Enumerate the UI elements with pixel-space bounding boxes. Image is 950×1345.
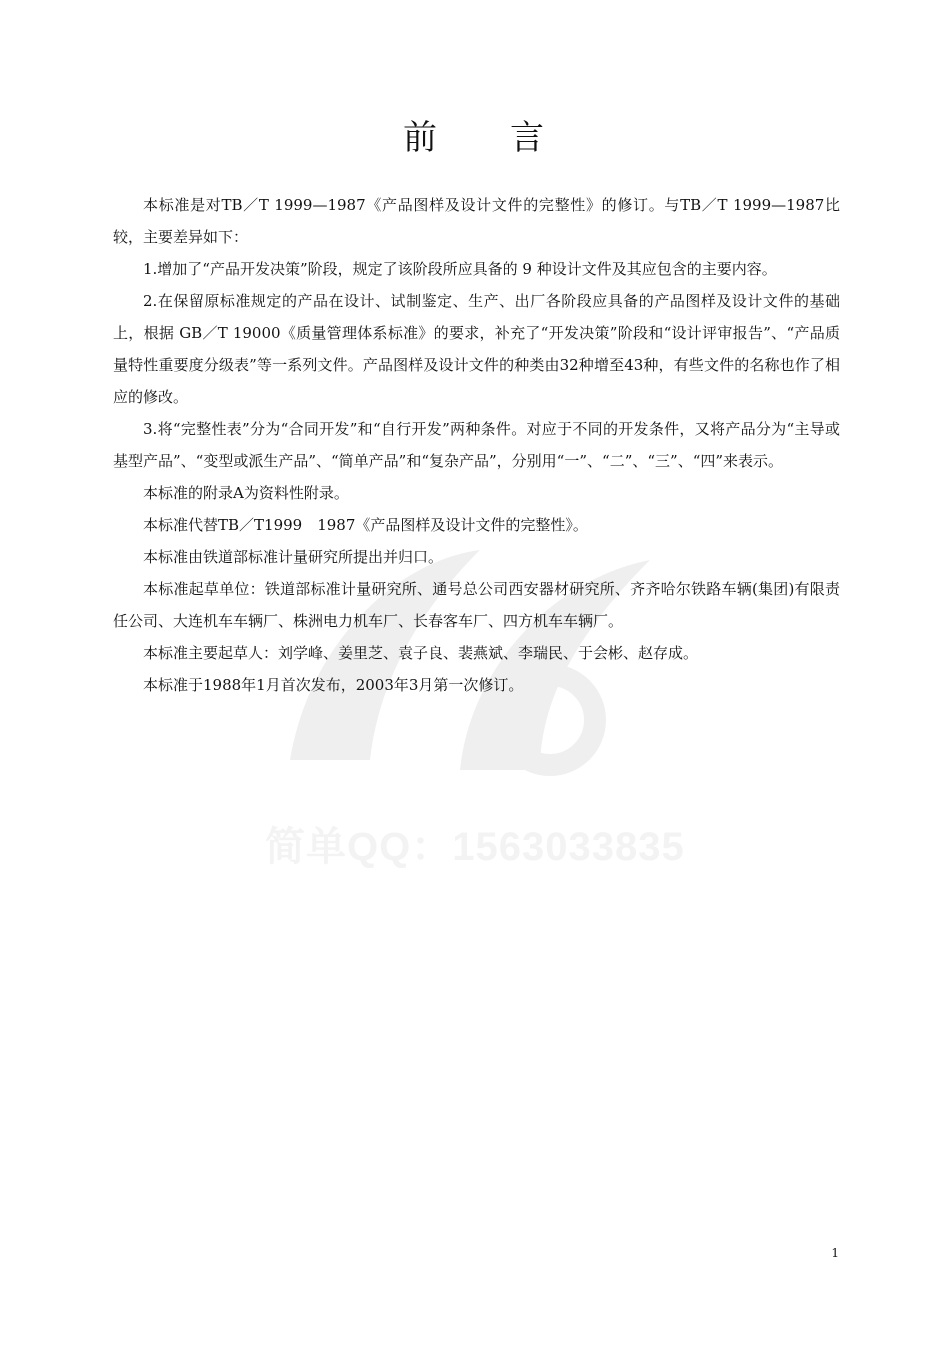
watermark-text: 简单QQ：1563033835 bbox=[265, 825, 685, 869]
paragraph-replaces: 本标准代替TB／T1999 1987《产品图样及设计文件的完整性》。 bbox=[143, 516, 588, 534]
paragraph-diff-1: 1.增加了“产品开发决策”阶段，规定了该阶段所应具备的 9 种设计文件及其应包含的主要内容。 bbox=[143, 260, 777, 278]
title-char-1: 前 bbox=[403, 118, 440, 158]
paragraph-diff-2: 2.在保留原标准规定的产品在设计、试制鉴定、生产、出厂各阶段应具备的产品图样及设计文件的基础上，根据 GB／T 19000《质量管理体系标准》的要求，补充了“开发决策”阶段和“设计评审报告”、“产品质量特性重要度分级表”等一系列文件。产品图样及设计文件的种类由32种增至43种，有些文件的名称也作了相应的修改。 bbox=[113, 292, 840, 406]
paragraph-drafting-units: 本标准起草单位：铁道部标准计量研究所、通号总公司西安器材研究所、齐齐哈尔铁路车辆(集团)有限责任公司、大连机车车辆厂、株洲电力机车厂、长春客车厂、四方机车车辆厂。 bbox=[113, 580, 840, 630]
page-title bbox=[0, 113, 950, 163]
foreword-body bbox=[113, 189, 840, 701]
paragraph-appendix: 本标准的附录A为资料性附录。 bbox=[143, 484, 349, 502]
page-number: 1 bbox=[831, 1246, 839, 1260]
paragraph-diff-3: 3.将“完整性表”分为“合同开发”和“自行开发”两种条件。对应于不同的开发条件，又将产品分为“主导或基型产品”、“变型或派生产品”、“简单产品”和“复杂产品”，分别用“一”、“二”、“三”、“四”来表示。 bbox=[113, 420, 840, 470]
paragraph-drafters: 本标准主要起草人：刘学峰、姜里芝、袁子良、裴燕斌、李瑞民、于会彬、赵存成。 bbox=[143, 644, 699, 662]
paragraph-revision-intro: 本标准是对TB／T 1999—1987《产品图样及设计文件的完整性》的修订。与TB／T 1999—1987比较，主要差异如下： bbox=[113, 196, 840, 246]
paragraph-history: 本标准于1988年1月首次发布，2003年3月第一次修订。 bbox=[143, 676, 524, 694]
paragraph-proposed-by: 本标准由铁道部标准计量研究所提出并归口。 bbox=[143, 548, 444, 566]
title-char-2: 言 bbox=[510, 118, 547, 158]
